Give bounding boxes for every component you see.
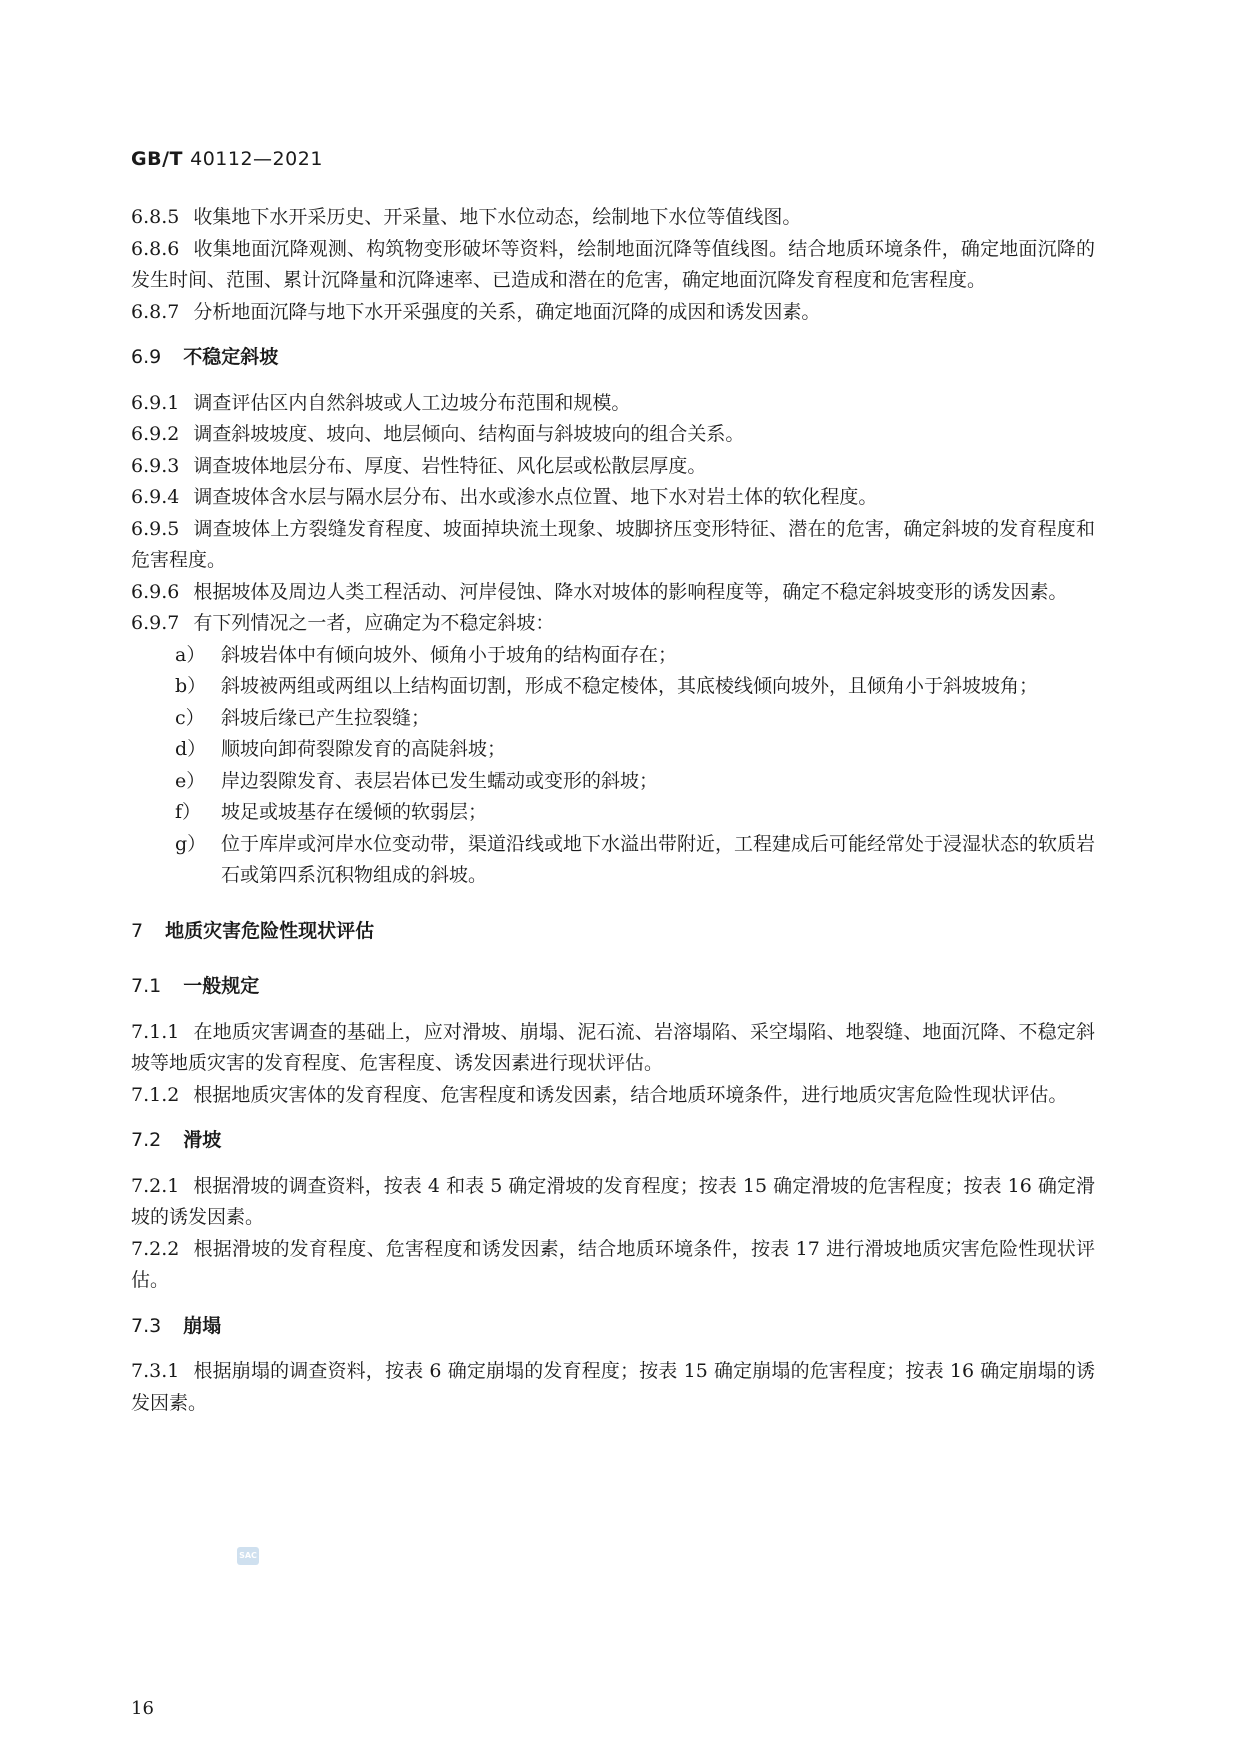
clause-text: 根据地质灾害体的发育程度、危害程度和诱发因素，结合地质环境条件，进行地质灾害危险性现状评估。: [193, 1083, 1068, 1106]
chapter-number: 7: [131, 919, 144, 942]
section-number: 7.2: [131, 1129, 162, 1151]
clause-number: 7.1.1: [131, 1020, 180, 1043]
clause-6-8-5: [131, 202, 1095, 234]
clause-number: 6.9.2: [131, 423, 180, 445]
clause-6-9-4: [131, 482, 1095, 514]
list-marker: e）: [175, 769, 206, 792]
section-heading-7-3: [131, 1311, 1095, 1343]
list-marker: b）: [175, 675, 207, 697]
section-heading-6-9: [131, 342, 1095, 374]
page-number: 16: [131, 1698, 154, 1719]
list-marker: f）: [175, 801, 202, 823]
clause-text: 调查评估区内自然斜坡或人工边坡分布范围和规模。: [193, 391, 631, 414]
clause-text: 分析地面沉降与地下水开采强度的关系，确定地面沉降的成因和诱发因素。: [193, 300, 821, 323]
condition-list: [131, 640, 1095, 892]
list-text: 岸边裂隙发育、表层岩体已发生蠕动或变形的斜坡；: [221, 769, 659, 792]
chapter-title: 地质灾害危险性现状评估: [165, 919, 375, 942]
clause-number: 6.9.4: [131, 486, 180, 508]
section-number: 7.3: [131, 1314, 162, 1337]
list-item: [131, 671, 1095, 703]
clause-number: 6.9.3: [131, 454, 180, 477]
standard-prefix: GB/T: [131, 148, 183, 170]
list-marker: d）: [175, 738, 207, 760]
clause-text: 收集地面沉降观测、构筑物变形破坏等资料，绘制地面沉降等值线图。结合地质环境条件，确定地面沉降的发生时间、范围、累计沉降量和沉降速率、已造成和潜在的危害，确定地面沉降发育程度和危害程度。: [131, 237, 1095, 291]
clause-number: 7.1.2: [131, 1083, 180, 1106]
clause-text: 根据滑坡的调查资料，按表 4 和表 5 确定滑坡的发育程度；按表 15 确定滑坡的危害程度；按表 16 确定滑坡的诱发因素。: [131, 1174, 1095, 1228]
sac-watermark-logo: SAC: [237, 1547, 259, 1565]
clause-number: 7.2.2: [131, 1237, 180, 1260]
clause-text: 调查坡体地层分布、厚度、岩性特征、风化层或松散层厚度。: [193, 454, 707, 477]
clause-6-9-1: [131, 388, 1095, 420]
clause-7-2-2: [131, 1234, 1095, 1297]
standard-code-header: [131, 148, 323, 170]
list-text: 顺坡向卸荷裂隙发育的高陡斜坡；: [221, 738, 507, 760]
clause-number: 6.9.1: [131, 391, 180, 414]
clause-number: 7.2.1: [131, 1174, 180, 1197]
clause-text: 调查坡体含水层与隔水层分布、出水或渗水点位置、地下水对岩土体的软化程度。: [193, 486, 878, 508]
clause-6-9-2: [131, 419, 1095, 451]
list-item: [131, 766, 1095, 798]
clause-text: 根据崩塌的调查资料，按表 6 确定崩塌的发育程度；按表 15 确定崩塌的危害程度；按表 16 确定崩塌的诱发因素。: [131, 1360, 1095, 1414]
list-item: [131, 703, 1095, 735]
clause-number: 6.9.5: [131, 517, 180, 540]
clause-6-9-3: [131, 451, 1095, 483]
list-marker: a）: [175, 643, 206, 666]
clause-number: 6.8.7: [131, 300, 180, 323]
section-title: 一般规定: [183, 975, 260, 997]
clause-6-9-6: [131, 577, 1095, 609]
document-body: [131, 202, 1095, 1419]
section-number: 6.9: [131, 346, 162, 368]
clause-6-8-6: [131, 234, 1095, 297]
section-heading-7-2: [131, 1125, 1095, 1157]
list-marker: c）: [175, 706, 205, 729]
clause-text: 收集地下水开采历史、开采量、地下水位动态，绘制地下水位等值线图。: [193, 206, 802, 228]
section-number: 7.1: [131, 975, 162, 997]
list-marker: g）: [175, 832, 207, 855]
clause-7-2-1: [131, 1171, 1095, 1234]
clause-6-8-7: [131, 297, 1095, 329]
standard-number: 40112—2021: [190, 148, 323, 170]
clause-number: 6.9.6: [131, 580, 180, 603]
list-text: 斜坡被两组或两组以上结构面切割，形成不稳定棱体，其底棱线倾向坡外，且倾角小于斜坡坡角；: [221, 675, 1039, 697]
section-heading-7-1: [131, 971, 1095, 1003]
list-text: 坡足或坡基存在缓倾的软弱层；: [221, 801, 488, 823]
list-text: 斜坡后缘已产生拉裂缝；: [221, 706, 431, 729]
list-item: [131, 829, 1095, 892]
clause-number: 6.9.7: [131, 612, 180, 634]
clause-number: 6.8.5: [131, 206, 180, 228]
list-text: 位于库岸或河岸水位变动带，渠道沿线或地下水溢出带附近，工程建成后可能经常处于浸湿状态的软质岩石或第四系沉积物组成的斜坡。: [221, 832, 1096, 886]
chapter-heading-7: [131, 916, 1095, 948]
clause-7-1-1: [131, 1017, 1095, 1080]
clause-7-1-2: [131, 1080, 1095, 1112]
clause-text: 调查斜坡坡度、坡向、地层倾向、结构面与斜坡坡向的组合关系。: [193, 423, 745, 445]
section-title: 滑坡: [183, 1129, 222, 1151]
clause-text: 在地质灾害调查的基础上，应对滑坡、崩塌、泥石流、岩溶塌陷、采空塌陷、地裂缝、地面沉降、不稳定斜坡等地质灾害的发育程度、危害程度、诱发因素进行现状评估。: [131, 1020, 1095, 1074]
list-text: 斜坡岩体中有倾向坡外、倾角小于坡角的结构面存在；: [221, 643, 678, 666]
clause-text: 根据坡体及周边人类工程活动、河岸侵蚀、降水对坡体的影响程度等，确定不稳定斜坡变形的诱发因素。: [193, 580, 1068, 603]
clause-text: 调查坡体上方裂缝发育程度、坡面掉块流土现象、坡脚挤压变形特征、潜在的危害，确定斜坡的发育程度和危害程度。: [131, 517, 1095, 571]
clause-6-9-7: [131, 608, 1095, 640]
section-title: 不稳定斜坡: [183, 346, 279, 368]
clause-text: 有下列情况之一者，应确定为不稳定斜坡：: [193, 612, 555, 634]
clause-number: 7.3.1: [131, 1360, 180, 1382]
list-item: [131, 734, 1095, 766]
section-title: 崩塌: [183, 1314, 222, 1337]
clause-number: 6.8.6: [131, 237, 180, 260]
clause-6-9-5: [131, 514, 1095, 577]
clause-7-3-1: [131, 1356, 1095, 1419]
clause-text: 根据滑坡的发育程度、危害程度和诱发因素，结合地质环境条件，按表 17 进行滑坡地质灾害危险性现状评估。: [131, 1237, 1095, 1291]
list-item: [131, 797, 1095, 829]
list-item: [131, 640, 1095, 672]
